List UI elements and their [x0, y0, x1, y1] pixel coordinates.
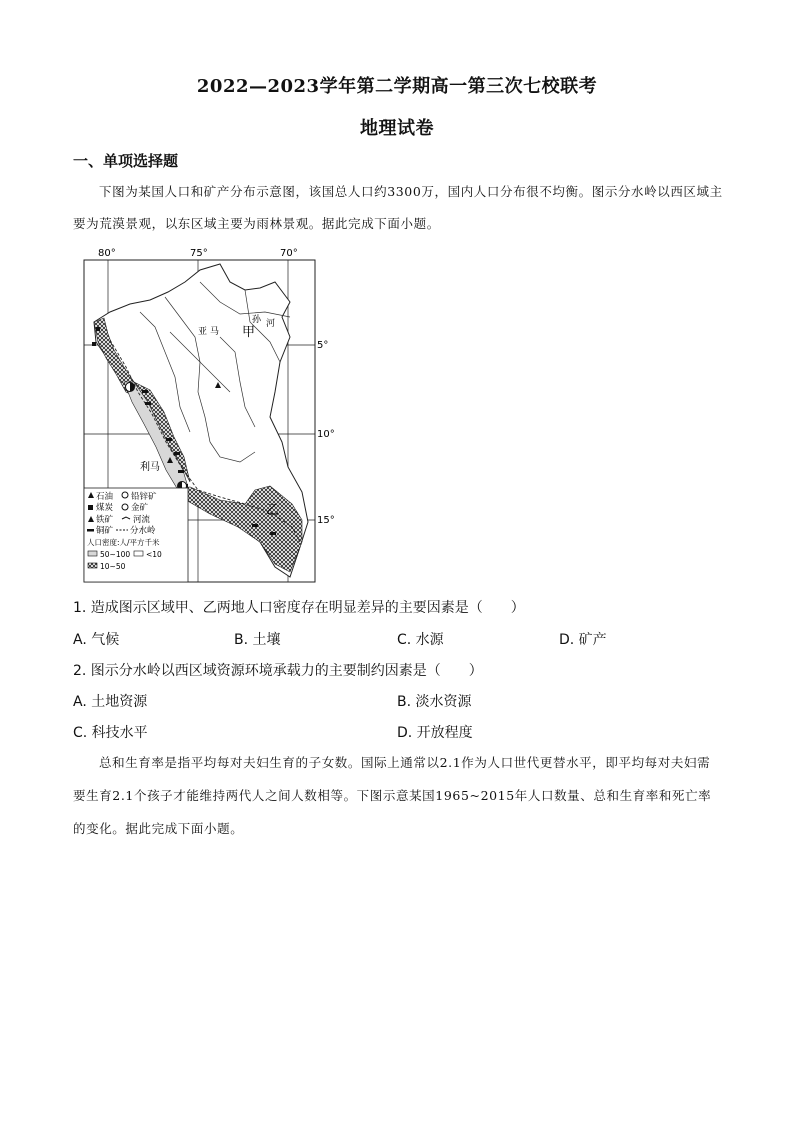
label-jia: 甲: [242, 325, 256, 340]
question-1-stem: 1. 造成图示区域甲、乙两地人口密度存在明显差异的主要因素是（ ）: [73, 600, 525, 616]
label-lima: 利马: [140, 462, 160, 473]
q1-option-b[interactable]: B. 土壤: [234, 632, 281, 648]
q2-option-c[interactable]: C. 科技水平: [73, 725, 148, 741]
passage-1: 下图为某国人口和矿产分布示意图，该国总人口约3300万，国内人口分布很不均衡。图示分水岭以西区域主要为荒漠景观，以东区域主要为雨林景观。据此完成下面小题。: [73, 184, 723, 231]
q1-option-a[interactable]: A. 气候: [73, 632, 120, 648]
legend-d2: <10: [146, 550, 162, 559]
map-legend: [84, 488, 188, 582]
exam-subtitle: 地理试卷: [360, 118, 434, 139]
q2-option-a[interactable]: A. 土地资源: [73, 694, 148, 710]
legend-iron: 铁矿: [96, 515, 114, 525]
q1-option-d[interactable]: D. 矿产: [559, 632, 607, 648]
question-2-stem: 2. 图示分水岭以西区域资源环境承载力的主要制约因素是（ ）: [73, 663, 483, 679]
lon-label-70: 70°: [280, 248, 298, 259]
population-mineral-map: [70, 242, 335, 587]
legend-lead-zinc: 铅锌矿: [131, 492, 157, 502]
legend-river: 河流: [133, 515, 151, 525]
label-amazon-1: 亚: [198, 327, 208, 337]
legend-oil: 石油: [96, 492, 114, 502]
label-amazon-3: 孙: [252, 315, 262, 325]
lat-label-5: 5°: [317, 340, 329, 351]
label-yi: 乙: [266, 503, 280, 518]
legend-d1: 50~100: [100, 550, 131, 559]
legend-copper: 铜矿: [96, 526, 114, 536]
label-amazon-2: 马: [210, 327, 220, 337]
legend-gold: 金矿: [131, 503, 149, 513]
lat-label-15: 15°: [317, 515, 335, 526]
legend-coal: 煤炭: [96, 503, 114, 513]
passage-2: 总和生育率是指平均每对夫妇生育的子女数。国际上通常以2.1作为人口世代更替水平，即平均每对夫妇需要生育2.1个孩子才能维持两代人之间人数相等。下图示意某国1965~2015年人口数量、总和生育率和死亡率的变化。据此完成下面小题。: [73, 755, 712, 836]
lon-label-80: 80°: [98, 248, 116, 259]
lon-label-75: 75°: [190, 248, 208, 259]
q1-option-c[interactable]: C. 水源: [397, 632, 444, 648]
legend-watershed: 分水岭: [130, 526, 156, 536]
legend-d3: 10~50: [100, 562, 126, 571]
section-heading: 一、单项选择题: [73, 152, 179, 170]
legend-density-title: 人口密度:人/平方千米: [87, 538, 160, 547]
label-amazon-4: 河: [266, 319, 276, 329]
exam-title: 2022—2023学年第二学期高一第三次七校联考: [196, 76, 598, 97]
lat-label-10: 10°: [317, 429, 335, 440]
q2-option-b[interactable]: B. 淡水资源: [397, 694, 472, 710]
q2-option-d[interactable]: D. 开放程度: [397, 725, 473, 741]
